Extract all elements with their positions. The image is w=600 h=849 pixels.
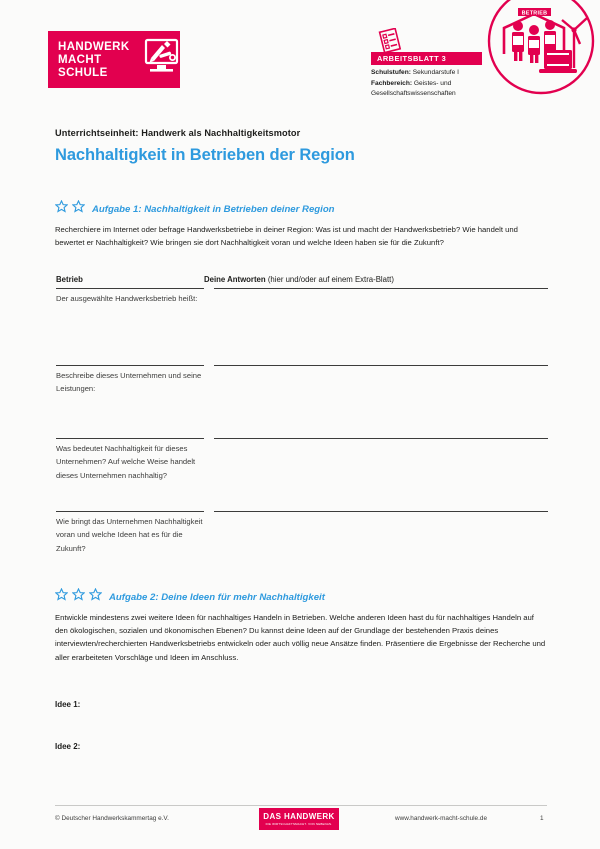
logo-line-2: MACHT xyxy=(58,53,102,66)
das-handwerk-logo-main: DAS HANDWERK xyxy=(263,812,335,821)
table-row xyxy=(56,439,548,511)
idea-1-label: Idee 1: xyxy=(55,700,81,709)
footer-copyright: © Deutscher Handwerkskammertag e.V. xyxy=(55,815,169,822)
star-icon xyxy=(89,588,102,606)
svg-text:BETRIEB: BETRIEB xyxy=(521,10,548,17)
star-icon xyxy=(55,200,68,218)
row-prompt: Wie bringt das Unternehmen Nachhaltigkeit voran und welche Ideen hat es für die Zukunft? xyxy=(56,517,203,553)
arbeitsblatt-banner: ARBEITSBLATT 3 xyxy=(371,52,482,65)
star-icon xyxy=(72,588,85,606)
page-title: Nachhaltigkeit in Betrieben der Region xyxy=(55,146,355,164)
page-header xyxy=(0,0,600,112)
logo-line-1: HANDWERK xyxy=(58,40,130,53)
row-prompt: Beschreibe dieses Unternehmen und seine Leistungen: xyxy=(56,371,202,394)
footer-url[interactable]: www.handwerk-macht-schule.de xyxy=(395,815,487,822)
column-header-antworten-label: Deine Antworten xyxy=(204,275,266,284)
row-answer-area[interactable] xyxy=(214,366,548,396)
footer-page-number: 1 xyxy=(540,815,544,822)
star-icon xyxy=(55,588,68,606)
monitor-with-tools-icon xyxy=(134,36,180,83)
task-1-section xyxy=(55,200,547,249)
logo-wordmark xyxy=(54,41,130,79)
task-1-body: Recherchiere im Internet oder befrage Handwerksbetriebe in deiner Region: Was ist und macht der Handwerksbetrieb? Wie handelt und bewertet er Nachhaltigkeit? Wie bringen sie dort Nachhaltigkeit voran und welche Ideen haben sie für die Zukunft? xyxy=(55,225,518,248)
page-footer xyxy=(0,805,600,849)
column-header-betrieb: Betrieb xyxy=(56,275,83,284)
table-row xyxy=(56,512,548,578)
logo-line-3: SCHULE xyxy=(58,66,108,79)
row-prompt: Der ausgewählte Handwerksbetrieb heißt: xyxy=(56,294,198,303)
table-header-row xyxy=(56,275,548,288)
meta-row-fachbereich-cont: Gesellschaftswissenschaften xyxy=(371,90,456,97)
unit-subtitle: Unterrichtseinheit: Handwerk als Nachhaltigkeitsmotor xyxy=(55,128,301,138)
column-header-antworten-note: (hier und/oder auf einem Extra-Blatt) xyxy=(265,275,394,284)
meta-label-fachbereich: Fachbereich: xyxy=(371,79,413,87)
idea-2-label: Idee 2: xyxy=(55,742,81,751)
meta-label-schulstufen: Schulstufen: xyxy=(371,69,411,76)
task-2-title: Aufgabe 2: Deine Ideen für mehr Nachhaltigkeit xyxy=(109,591,325,603)
meta-value-schulstufen: Sekundarstufe I xyxy=(412,69,459,76)
star-icon xyxy=(72,200,85,218)
answers-table xyxy=(56,275,548,578)
footer-divider xyxy=(55,805,547,806)
task-1-title: Aufgabe 1: Nachhaltigkeit in Betrieben deiner Region xyxy=(92,203,335,215)
row-prompt: Was bedeutet Nachhaltigkeit für dieses Unternehmen? Auf welche Weise handelt dieses Unternehmen nachhaltig? xyxy=(56,444,196,480)
table-row xyxy=(56,366,548,438)
task-2-heading xyxy=(55,588,547,606)
meta-value-fachbereich: Geistes- und xyxy=(413,79,452,87)
das-handwerk-logo xyxy=(259,808,339,830)
task-1-heading xyxy=(55,200,547,218)
das-handwerk-logo-sub: DIE WIRTSCHAFTSMACHT. VON NEBENAN. xyxy=(265,822,333,826)
laptop-icon xyxy=(539,50,577,73)
title-block xyxy=(55,128,355,165)
table-row xyxy=(56,289,548,365)
row-answer-area[interactable] xyxy=(214,289,548,305)
row-answer-area[interactable] xyxy=(214,512,548,555)
column-header-antworten xyxy=(204,275,548,284)
task-2-section xyxy=(55,588,547,664)
task-2-body: Entwickle mindestens zwei weitere Ideen für nachhaltiges Handeln in Betrieben. Welche anderen Ideen hast du für nachhaltiges Handeln auf den ökologischen, sozialen und ökonomischen Ebenen? Du kannst deine Ideen auf der Grundlage der bestehenden Praxis deines interviewten/recherchierten Handwerksbetriebs entwickeln oder auch völlig neue Ansätze finden. Präsentiere die Ergebnisse der Recherche und aller erarbeiteten Vorschläge und Ideen im Anschluss. xyxy=(55,613,546,662)
row-answer-area[interactable] xyxy=(214,439,548,482)
handwerk-macht-schule-logo xyxy=(48,31,180,88)
betrieb-circle-illustration xyxy=(482,0,600,100)
